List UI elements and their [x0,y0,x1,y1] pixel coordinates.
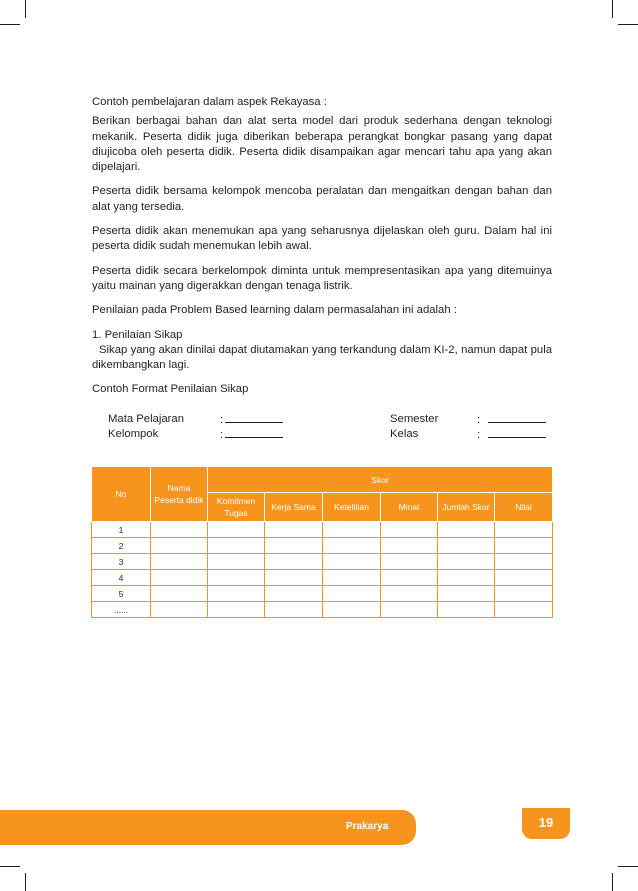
kelompok-label: Kelompok [108,428,159,440]
header-nama: Nama Peserta didik [151,467,208,522]
paragraph: Peserta didik bersama kelompok mencoba peralatan dan mengaitkan dengan bahan dan alat yang tersedia. [92,185,552,213]
header-jumlah-skor: Jumlah Skor [438,493,495,522]
paragraph: Peserta didik secara berkelompok diminta untuk mempresentasikan apa yang ditemuinya yaitu mainan yang digerakkan dengan tenaga listrik. [92,264,552,292]
page-number: 19 [538,815,554,830]
mata-pelajaran-label: Mata Pelajaran [108,413,184,425]
table-row [92,570,553,586]
header-no: No [92,467,151,522]
footer-subject: Prakarya [346,821,389,832]
row-number: 3 [92,554,151,570]
row-number: 1 [92,522,151,538]
row-number: 4 [92,570,151,586]
penilaian-sikap-table [91,466,553,618]
header-ketelitian: Ketelitian [323,493,381,522]
kelompok-field: : [220,427,283,443]
header-komitmen: Komitmen Tugas [208,493,265,522]
crop-mark [612,873,613,891]
row-number: 2 [92,538,151,554]
header-kerja-sama: Kerja Sama [265,493,323,522]
kelas-label: Kelas [390,428,419,440]
table-row [92,522,553,538]
paragraph: Peserta didik akan menemukan apa yang seharusnya dijelaskan oleh guru. Dalam hal ini peserta didik sudah menemukan lebih awal. [92,225,552,253]
paragraph: Berikan berbagai bahan dan alat serta model dari produk sederhana dengan teknologi mekanik. Peserta didik juga diberikan beberapa perangkat bongkar pasang yang dapat diujicoba oleh peserta didik. Peserta didik disampaikan agar mencari tahu apa yang akan dipelajari. [92,115,552,174]
crop-mark [0,24,20,25]
semester-label: Semester [390,413,439,425]
crop-mark [25,0,26,18]
crop-mark [25,873,26,891]
mata-pelajaran-field: : [220,412,283,428]
format-title: Contoh Format Penilaian Sikap [92,383,249,396]
table-row [92,538,553,554]
crop-mark [612,0,613,18]
paragraph: Penilaian pada Problem Based learning dalam permasalahan ini adalah : [92,304,457,317]
section-number: 1. [92,328,102,341]
semester-field: : [477,412,546,428]
header-skor: Skor [208,467,553,493]
body-text [92,95,552,407]
row-number: 5 [92,586,151,602]
table-row [92,554,553,570]
section-title: Penilaian Sikap [104,328,183,341]
header-nilai: Nilai [495,493,553,522]
row-number: ...... [92,602,151,618]
kelas-field: : [477,427,546,443]
crop-mark [618,866,638,867]
table-row [92,586,553,602]
table-row [92,602,553,618]
section-body: Sikap yang akan dinilai dapat diutamakan yang terkandung dalam KI-2, namun dapat pula dikembangkan lagi. [92,343,552,372]
intro-heading: Contoh pembelajaran dalam aspek Rekayasa : [92,96,327,108]
header-minat: Minat [381,493,438,522]
crop-mark [0,866,20,867]
crop-mark [618,24,638,25]
section-penilaian-sikap [92,328,552,374]
